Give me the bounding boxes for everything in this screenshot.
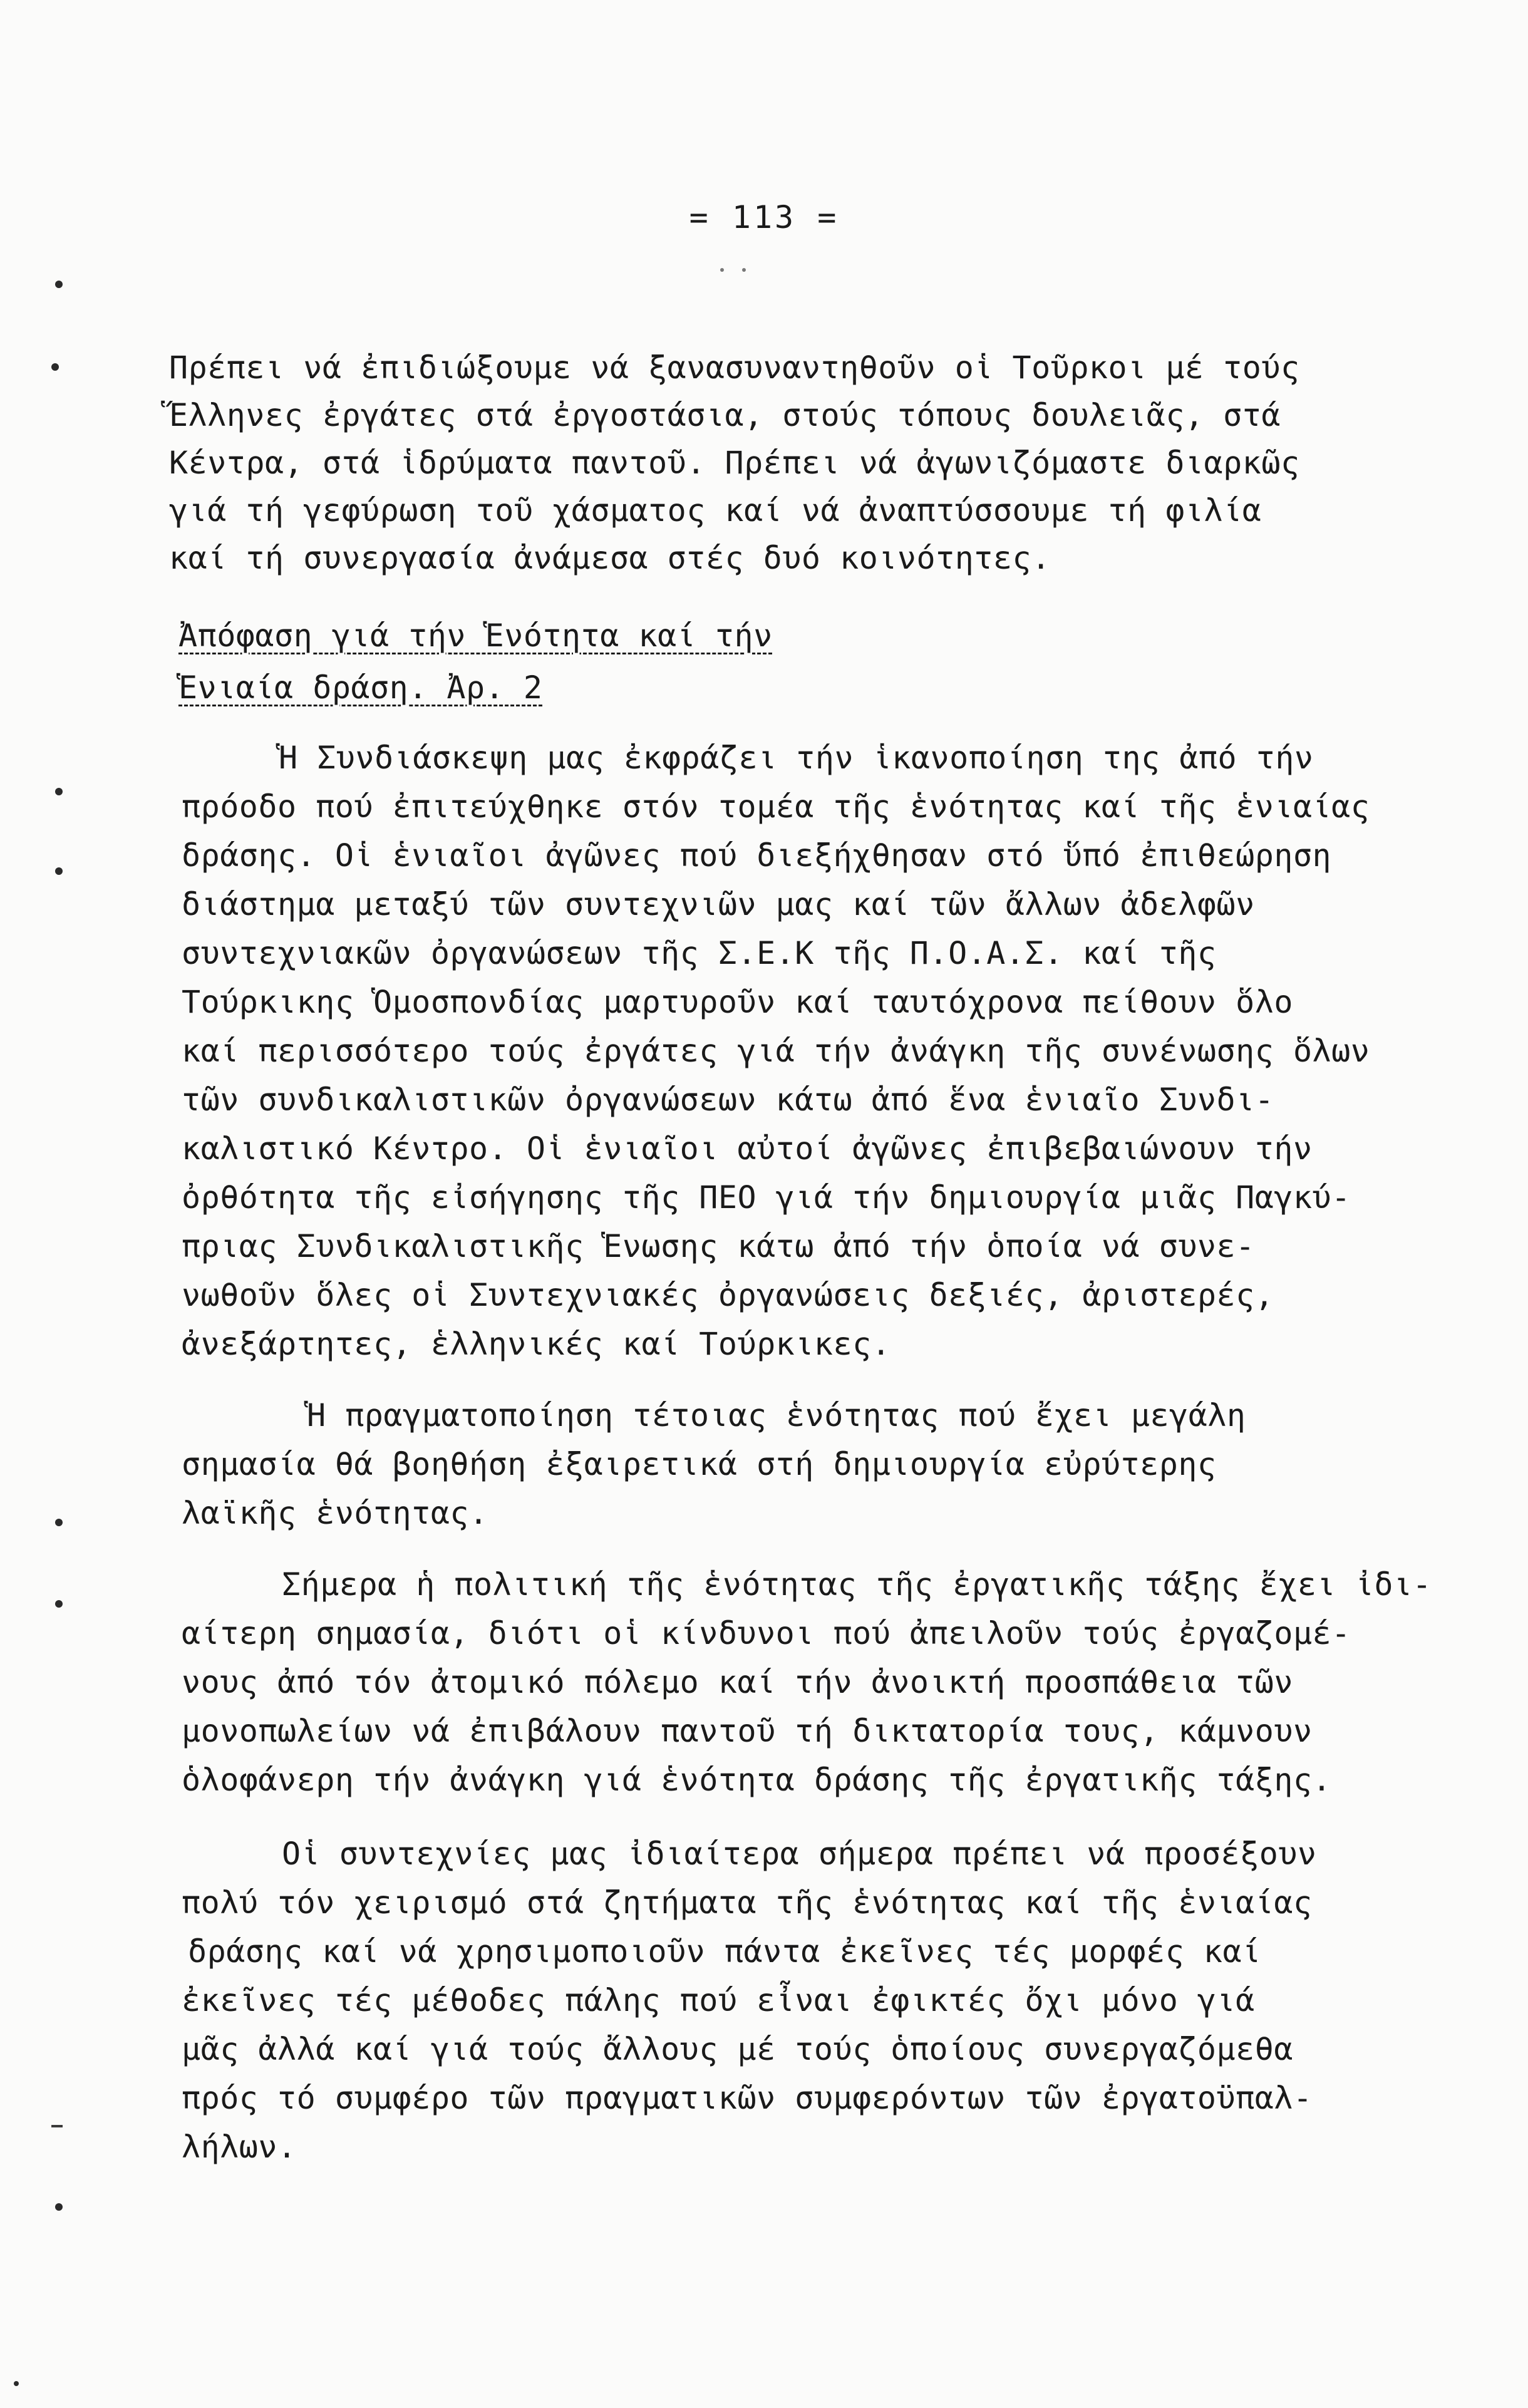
text-line: δράσης καί νά χρησιμοποιοῦν πάντα ἐκεῖνες τές μορφές καί bbox=[188, 1933, 1261, 1970]
text-line: λήλων. bbox=[182, 2129, 297, 2165]
text-line: συντεχνιακῶν ὀργανώσεων τῆς Σ.Ε.Κ τῆς Π.Ο.Α.Σ. καί τῆς bbox=[182, 935, 1217, 971]
text-line: Πρέπει νά ἐπιδιώξουμε νά ξανασυναντηθοῦν οἱ Τοῦρκοι μέ τούς bbox=[169, 349, 1300, 386]
text-line: καί τή συνεργασία ἀνάμεσα στές δυό κοινότητες. bbox=[169, 540, 1051, 576]
heading-line: Ἀπόφαση γιά τήν Ἑνότητα καί τήν bbox=[178, 618, 773, 654]
text-line: τῶν συνδικαλιστικῶν ὀργανώσεων κάτω ἀπό ἕνα ἑνιαῖο Συνδι- bbox=[182, 1082, 1274, 1118]
text-line: Σήμερα ἡ πολιτική τῆς ἑνότητας τῆς ἐργατικῆς τάξης ἔχει ἰδι- bbox=[282, 1566, 1432, 1603]
page-number: = 113 = bbox=[689, 199, 839, 235]
margin-mark bbox=[55, 281, 63, 288]
text-line: Οἱ συντεχνίες μας ἰδιαίτερα σήμερα πρέπει νά προσέξουν bbox=[282, 1836, 1317, 1872]
text-line: Κέντρα, στά ἱδρύματα παντοῦ. Πρέπει νά ἀγωνιζόμαστε διαρκῶς bbox=[169, 445, 1300, 481]
scan-speck bbox=[720, 268, 724, 272]
text-line: πρόοδο πού ἐπιτεύχθηκε στόν τομέα τῆς ἑνότητας καί τῆς ἑνιαίας bbox=[182, 788, 1370, 825]
text-line: μᾶς ἀλλά καί γιά τούς ἄλλους μέ τούς ὁποίους συνεργαζόμεθα bbox=[182, 2031, 1293, 2067]
text-line: Ἕλληνες ἐργάτες στά ἐργοστάσια, στούς τόπους δουλειᾶς, στά bbox=[169, 397, 1281, 433]
text-line: ὁλοφάνερη τήν ἀνάγκη γιά ἑνότητα δράσης τῆς ἐργατικῆς τάξης. bbox=[182, 1762, 1332, 1798]
text-line: διάστημα μεταξύ τῶν συντεχνιῶν μας καί τῶν ἄλλων ἀδελφῶν bbox=[182, 886, 1255, 922]
margin-mark bbox=[55, 2203, 63, 2211]
text-line: Ἡ Συνδιάσκεψη μας ἐκφράζει τήν ἱκανοποίηση της ἀπό τήν bbox=[279, 740, 1314, 776]
text-line: νους ἀπό τόν ἀτομικό πόλεμο καί τήν ἀνοικτή προσπάθεια τῶν bbox=[182, 1664, 1293, 1700]
text-line: γιά τή γεφύρωση τοῦ χάσματος καί νά ἀναπτύσσουμε τή φιλία bbox=[169, 492, 1262, 529]
text-line: λαϊκῆς ἑνότητας. bbox=[182, 1495, 488, 1531]
text-line: δράσης. Οἱ ἑνιαῖοι ἀγῶνες πού διεξήχθησαν στό ὕπό ἐπιθεώρηση bbox=[182, 837, 1332, 874]
text-line: πρός τό συμφέρο τῶν πραγματικῶν συμφερόντων τῶν ἐργατοϋπαλ- bbox=[182, 2080, 1313, 2116]
margin-mark bbox=[51, 363, 59, 371]
text-line: νωθοῦν ὅλες οἱ Συντεχνιακές ὀργανώσεις δεξιές, ἀριστερές, bbox=[182, 1277, 1274, 1313]
text-line: μονοπωλείων νά ἐπιβάλουν παντοῦ τή δικτατορία τους, κάμνουν bbox=[182, 1713, 1313, 1749]
text-line: ὀρθότητα τῆς εἰσήγησης τῆς ΠΕΟ γιά τήν δημιουργία μιᾶς Παγκύ- bbox=[182, 1179, 1351, 1216]
text-line: Ἡ πραγματοποίηση τέτοιας ἑνότητας πού ἔχει μεγάλη bbox=[307, 1397, 1246, 1434]
text-line: πριας Συνδικαλιστικῆς Ἑνωσης κάτω ἀπό τήν ὁποία νά συνε- bbox=[182, 1228, 1255, 1264]
margin-mark bbox=[14, 2381, 19, 2386]
margin-mark bbox=[55, 1600, 63, 1608]
margin-mark bbox=[51, 2125, 63, 2127]
scan-speck bbox=[742, 268, 746, 272]
margin-mark bbox=[55, 1519, 63, 1526]
heading-line: Ἑνιαία δράση. Ἀρ. 2 bbox=[178, 669, 543, 706]
text-line: ἀνεξάρτητες, ἑλληνικές καί Τούρκικες. bbox=[182, 1326, 891, 1362]
margin-mark bbox=[55, 867, 63, 875]
text-line: πολύ τόν χειρισμό στά ζητήματα τῆς ἑνότητας καί τῆς ἑνιαίας bbox=[182, 1884, 1313, 1921]
text-line: καλιστικό Κέντρο. Οἱ ἑνιαῖοι αὐτοί ἀγῶνες ἐπιβεβαιώνουν τήν bbox=[182, 1130, 1313, 1167]
text-line: σημασία θά βοηθήση ἐξαιρετικά στή δημιουργία εὐρύτερης bbox=[182, 1446, 1217, 1482]
text-line: ἐκεῖνες τές μέθοδες πάλης πού εἶναι ἐφικτές ὄχι μόνο γιά bbox=[182, 1982, 1255, 2018]
text-line: Τούρκικης Ὁμοσπονδίας μαρτυροῦν καί ταυτόχρονα πείθουν ὅλο bbox=[182, 984, 1293, 1020]
text-line: αίτερη σημασία, διότι οἱ κίνδυνοι πού ἀπειλοῦν τούς ἐργαζομέ- bbox=[182, 1615, 1351, 1651]
margin-mark bbox=[55, 788, 63, 795]
text-line: καί περισσότερο τούς ἐργάτες γιά τήν ἀνάγκη τῆς συνένωσης ὅλων bbox=[182, 1033, 1370, 1069]
